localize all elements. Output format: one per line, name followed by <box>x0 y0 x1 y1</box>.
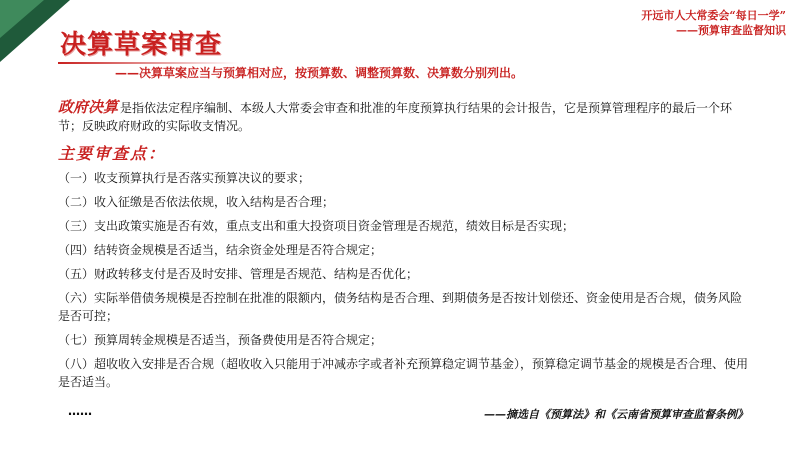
header-line-1: 开远市人大常委会“每日一学” <box>641 9 786 22</box>
source-citation: ——摘选自《预算法》和《云南省预算审查监督条例》 <box>484 408 748 421</box>
page-subtitle: ——决算草案应当与预算相对应，按预算数、调整预算数、决算数分别列出。 <box>115 66 524 80</box>
list-item: （二）收入征缴是否依法依规，收入结构是否合理； <box>58 195 335 209</box>
header-line-2: ——预算审查监督知识 <box>676 24 786 37</box>
list-item: （八）超收收入安排是否合规（超收收入只能用于冲减赤字或者补充预算稳定调节基金），预算稳定调节基金的规模是否合理、使用是否适当。 <box>58 357 749 389</box>
intro-keyword: 政府决算 <box>58 98 119 116</box>
list-item: （六）实际举借债务规模是否控制在批准的限额内，债务结构是否合理、到期债务是否按计划偿还、资金使用是否合规，债务风险是否可控； <box>58 291 743 323</box>
intro-text: 是指依法定程序编制、本级人大常委会审查和批准的年度预算执行结果的会计报告，它是预算管理程序的最后一个环节；反映政府财政的实际收支情况。 <box>58 101 733 133</box>
list-item: （七）预算周转金规模是否适当，预备费使用是否符合规定； <box>58 333 383 347</box>
points-heading: 主要审查点： <box>58 144 167 163</box>
corner-decoration-inner <box>0 0 44 38</box>
main-content <box>58 98 748 397</box>
header-caption <box>641 8 786 38</box>
intro-paragraph <box>58 98 748 135</box>
list-item: （五）财政转移支付是否及时安排、管理是否规范、结构是否优化； <box>58 267 419 281</box>
page-title: 决算草案审查 <box>60 30 223 60</box>
list-item: （一）收支预算执行是否落实预算决议的要求； <box>58 171 311 185</box>
list-item: （四）结转资金规模是否适当，结余资金处理是否符合规定； <box>58 243 383 257</box>
points-list <box>58 169 748 391</box>
list-item: （三）支出政策实施是否有效，重点支出和重大投资项目资金管理是否规范，绩效目标是否实现； <box>58 219 575 233</box>
ellipsis: …… <box>68 404 92 418</box>
